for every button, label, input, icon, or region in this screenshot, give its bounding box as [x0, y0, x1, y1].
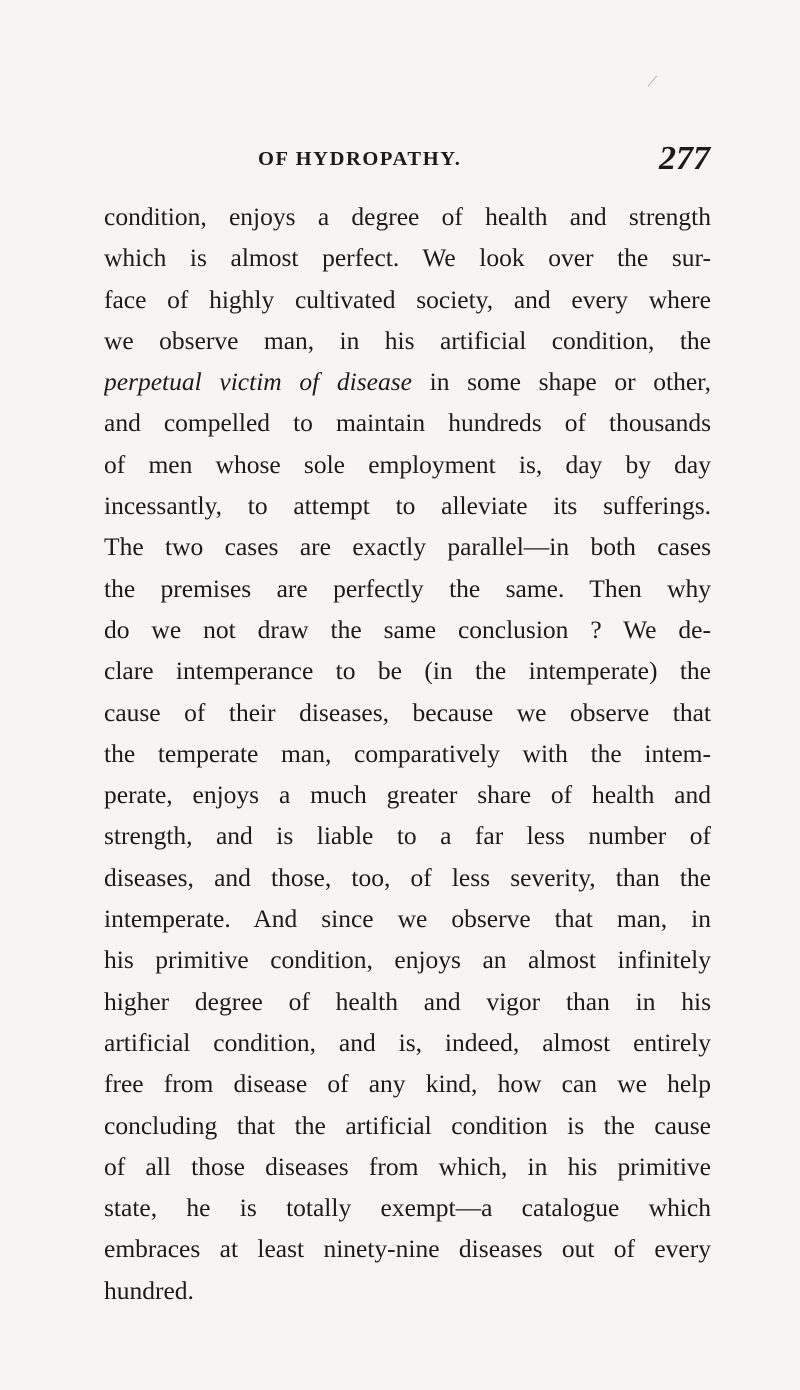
text-line: incessantly, to attempt to alleviate its sufferings.	[104, 491, 711, 521]
text-line: perate, enjoys a much greater share of health and	[104, 780, 711, 810]
text-line: strength, and is liable to a far less number of	[104, 821, 711, 851]
text-line: higher degree of health and vigor than in his	[104, 986, 711, 1016]
text-line: which is almost perfect. We look over the sur-	[104, 243, 711, 273]
text-line: state, he is totally exempt—a catalogue which	[104, 1193, 711, 1223]
text-line: concluding that the artificial condition is the cause	[104, 1110, 711, 1140]
paper-speck	[648, 75, 658, 86]
text-line-last: hundred.	[104, 1275, 194, 1305]
text-line: The two cases are exactly parallel—in both cases	[104, 532, 711, 562]
running-head	[258, 140, 710, 182]
text-line: diseases, and those, too, of less severity, than the	[104, 862, 711, 892]
italic-phrase: perpetual victim of disease	[104, 367, 412, 397]
text-line: free from disease of any kind, how can we help	[104, 1069, 711, 1099]
text-line: intemperate. And since we observe that man, in	[104, 904, 711, 934]
text-line: his primitive condition, enjoys an almost infinitely	[104, 945, 711, 975]
text-line: the temperate man, comparatively with the intem-	[104, 738, 711, 768]
text-line	[104, 361, 711, 402]
text-line: the premises are perfectly the same. Then why	[104, 573, 711, 603]
running-title: OF HYDROPATHY.	[258, 148, 462, 170]
text-line: of men whose sole employment is, day by day	[104, 449, 711, 479]
page-number: 277	[659, 140, 710, 177]
text-line: clare intemperance to be (in the intemperate) the	[104, 656, 711, 686]
text-line: and compelled to maintain hundreds of thousands	[104, 408, 711, 438]
text-line: cause of their diseases, because we observe that	[104, 697, 711, 727]
text-line: face of highly cultivated society, and every where	[104, 284, 711, 314]
text-line: do we not draw the same conclusion ? We de-	[104, 614, 711, 644]
text-fragment: in some shape or other,	[411, 367, 711, 397]
text-line: condition, enjoys a degree of health and strength	[104, 202, 711, 231]
text-line: we observe man, in his artificial condition, the	[104, 325, 711, 355]
text-line: of all those diseases from which, in his primitive	[104, 1151, 711, 1181]
text-line: artificial condition, and is, indeed, almost entirely	[104, 1027, 711, 1057]
body-text	[104, 196, 711, 1311]
text-line: embraces at least ninety-nine diseases out of every	[104, 1234, 711, 1264]
